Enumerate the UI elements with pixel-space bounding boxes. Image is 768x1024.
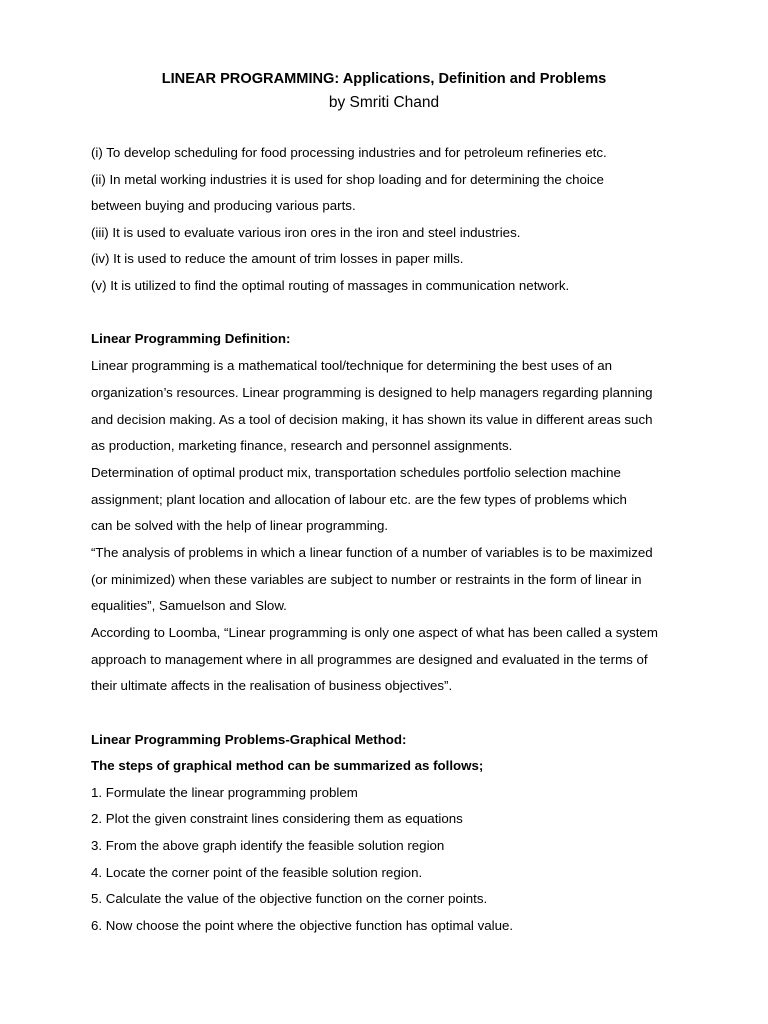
definition-line: organization’s resources. Linear programming is designed to help managers regarding planning [91, 385, 653, 400]
application-line: (iii) It is used to evaluate various iron ores in the iron and steel industries. [91, 225, 521, 240]
definition-line: their ultimate affects in the realisation of business objectives”. [91, 678, 453, 693]
definition-line: “The analysis of problems in which a linear function of a number of variables is to be maximized [91, 545, 653, 560]
definition-line: as production, marketing finance, research and personnel assignments. [91, 438, 513, 453]
step-item: 6. Now choose the point where the objective function has optimal value. [91, 918, 514, 933]
step-item: 5. Calculate the value of the objective function on the corner points. [91, 891, 488, 906]
definition-line: assignment; plant location and allocation of labour etc. are the few types of problems which [91, 492, 627, 507]
definition-line: approach to management where in all programmes are designed and evaluated in the terms of [91, 652, 648, 667]
application-line: (ii) In metal working industries it is used for shop loading and for determining the choice [91, 172, 604, 187]
step-item: 1. Formulate the linear programming problem [91, 785, 358, 800]
step-item: 3. From the above graph identify the feasible solution region [91, 838, 445, 853]
step-item: 4. Locate the corner point of the feasible solution region. [91, 865, 423, 880]
document-title: LINEAR PROGRAMMING: Applications, Definition and Problems [161, 71, 607, 87]
application-line: (v) It is utilized to find the optimal routing of massages in communication network. [91, 278, 570, 293]
definition-line: According to Loomba, “Linear programming is only one aspect of what has been called a system [91, 625, 658, 640]
steps-heading: The steps of graphical method can be summarized as follows; [91, 758, 484, 773]
definition-line: equalities”, Samuelson and Slow. [91, 598, 287, 613]
step-item: 2. Plot the given constraint lines considering them as equations [91, 811, 463, 826]
definition-line: can be solved with the help of linear programming. [91, 518, 389, 533]
graphical-method-heading: Linear Programming Problems-Graphical Method: [91, 732, 407, 747]
definition-line: Linear programming is a mathematical tool/technique for determining the best uses of an [91, 358, 613, 373]
definition-line: Determination of optimal product mix, transportation schedules portfolio selection machine [91, 465, 621, 480]
definition-heading: Linear Programming Definition: [91, 331, 291, 346]
definition-line: and decision making. As a tool of decision making, it has shown its value in different areas such [91, 412, 653, 427]
definition-line: (or minimized) when these variables are subject to number or restraints in the form of linear in [91, 572, 642, 587]
application-line: between buying and producing various parts. [91, 198, 356, 213]
application-line: (i) To develop scheduling for food processing industries and for petroleum refineries etc. [91, 145, 607, 160]
application-line: (iv) It is used to reduce the amount of trim losses in paper mills. [91, 251, 464, 266]
document-author: by Smriti Chand [328, 94, 440, 111]
